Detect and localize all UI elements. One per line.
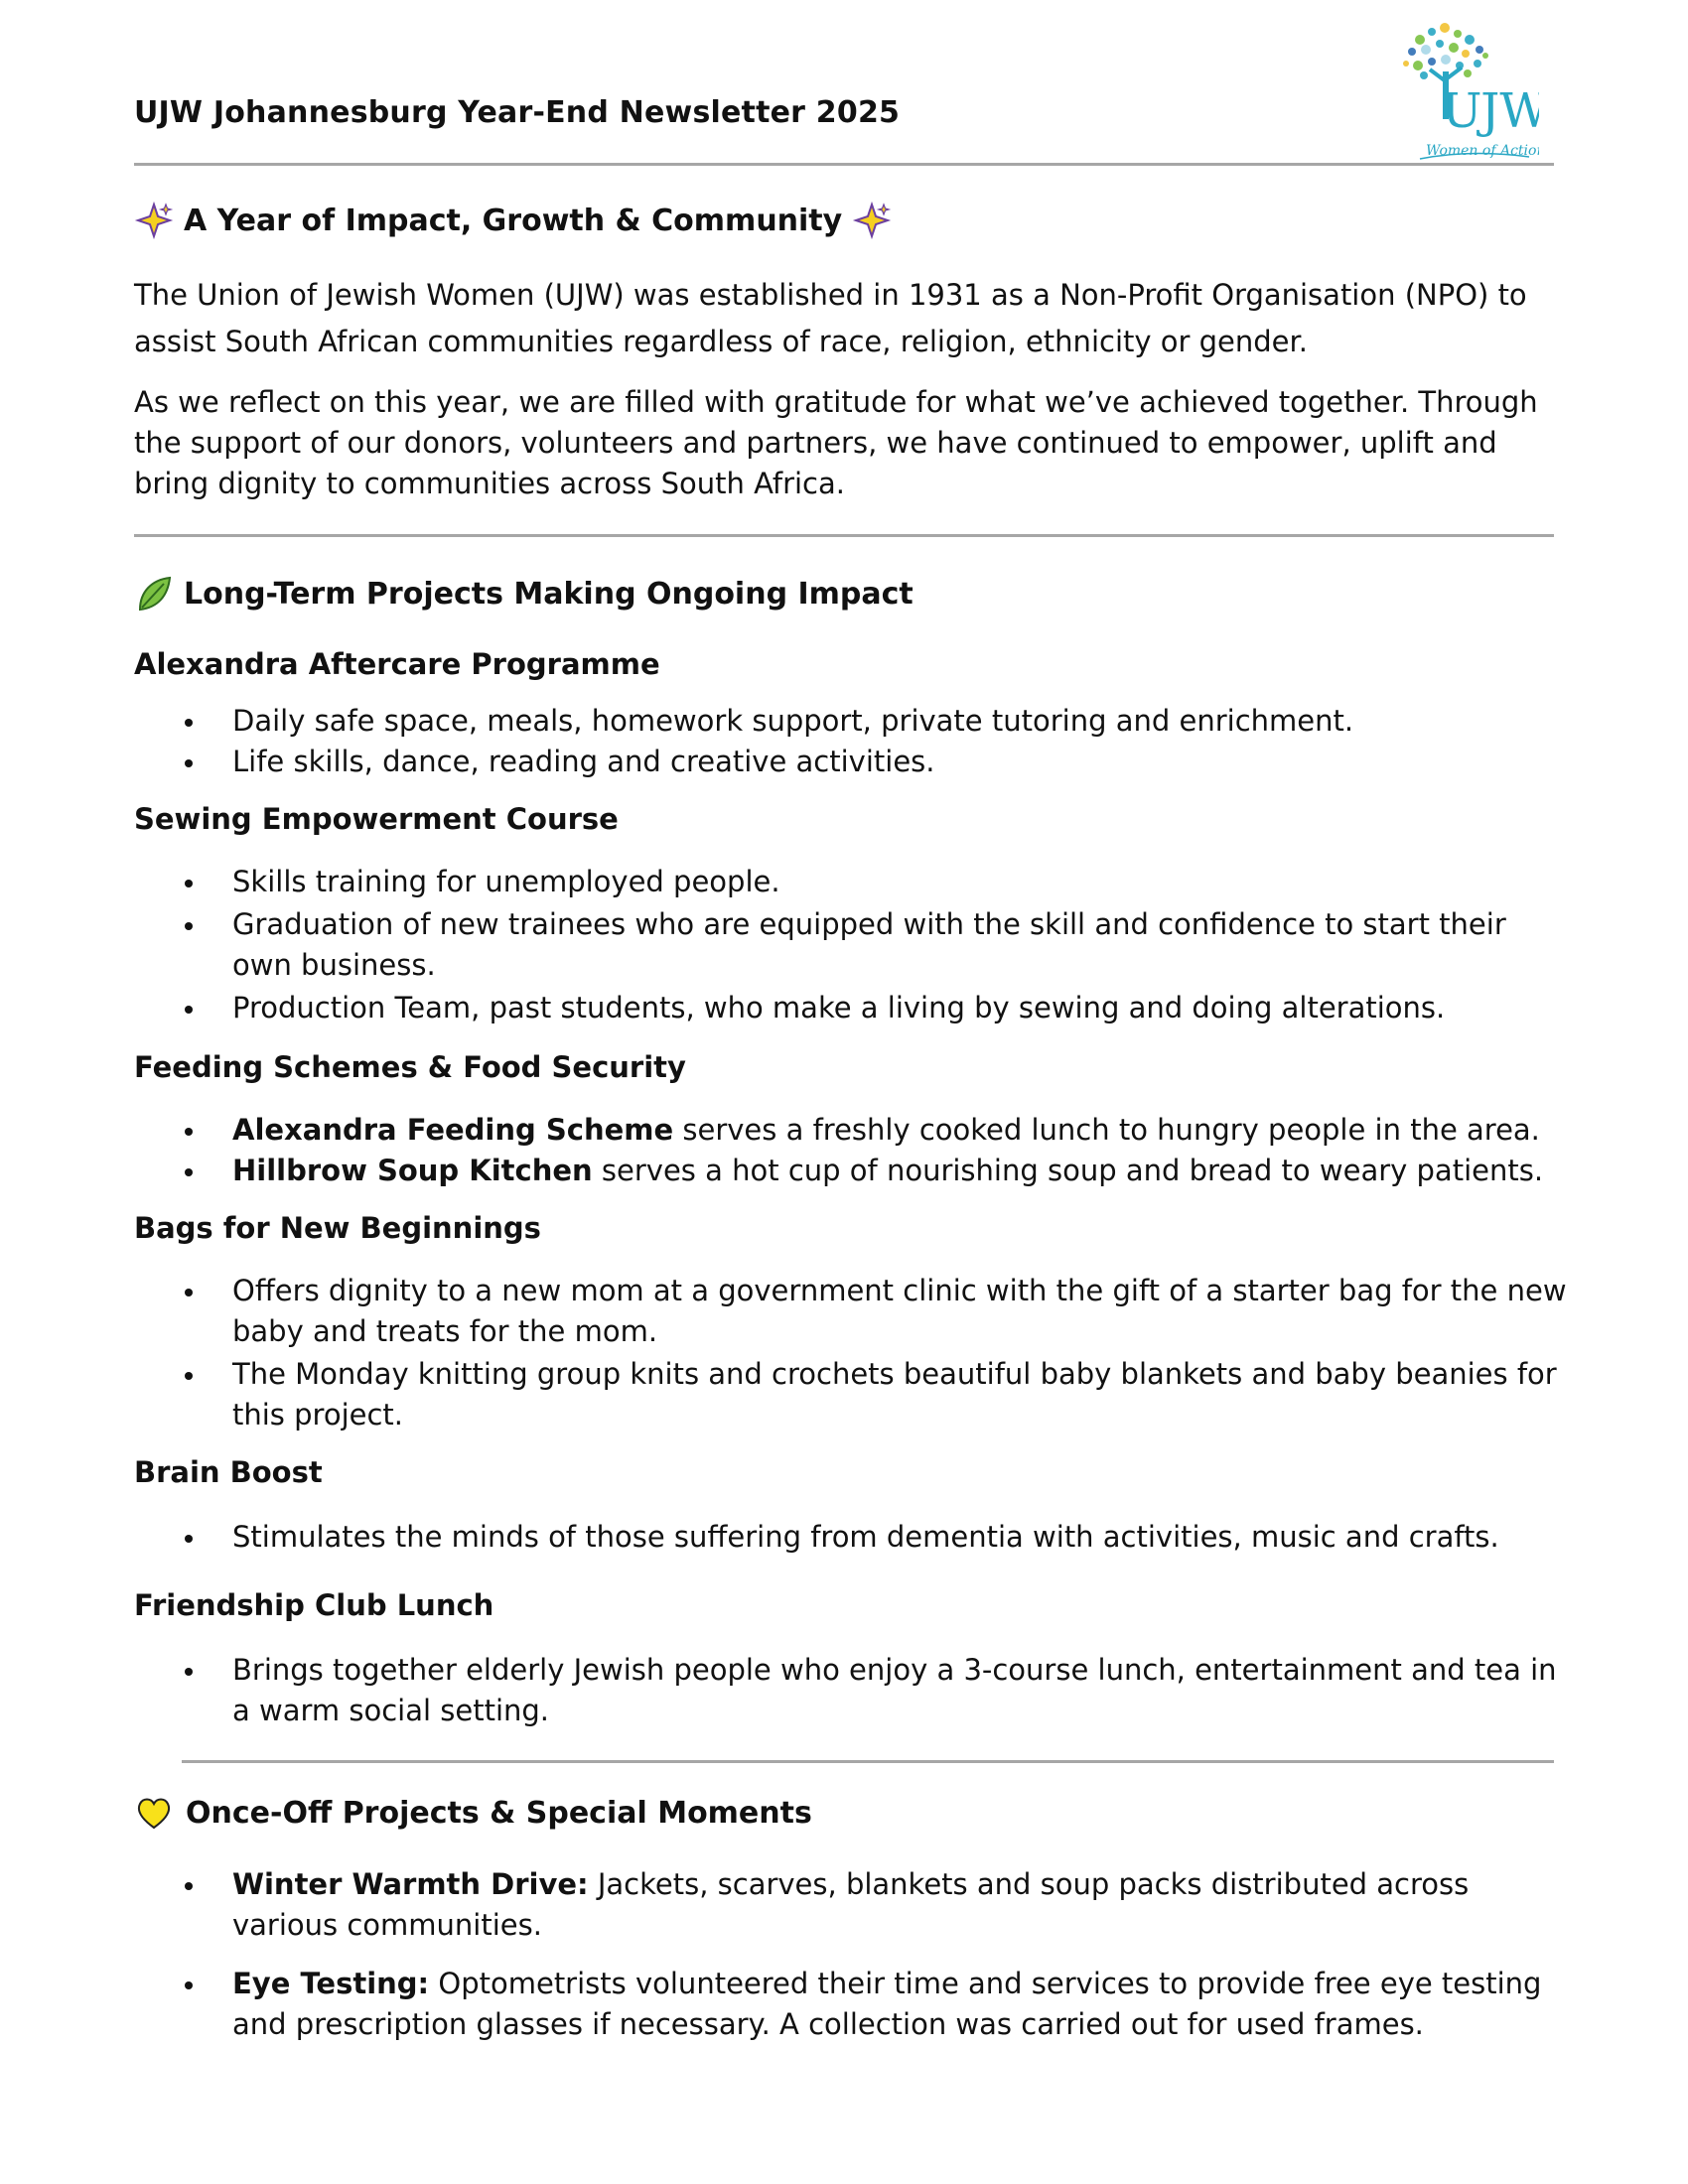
project-bullet-list	[181, 1650, 1571, 1731]
long-term-heading	[134, 574, 914, 614]
list-item: Eye Testing: Optometrists volunteered their time and services to provide free eye testing and prescription glasses if necessary. A collection was carried out for used frames.	[181, 1964, 1571, 2045]
project-title: Brain Boost	[134, 1455, 323, 1489]
project-title: Alexandra Aftercare Programme	[134, 647, 660, 681]
project-bullet-list	[181, 1517, 1571, 1558]
list-item: Skills training for unemployed people.	[181, 862, 1571, 902]
list-item: Daily safe space, meals, homework support, private tutoring and enrichment.	[181, 701, 1571, 742]
project-title: Sewing Empowerment Course	[134, 802, 619, 836]
item-bold-lead: Alexandra Feeding Scheme	[232, 1113, 674, 1147]
section-divider	[134, 534, 1554, 537]
list-item: Graduation of new trainees who are equipped with the skill and confidence to start their own business.	[181, 904, 1571, 986]
sparkles-icon	[134, 201, 174, 240]
item-bold-lead: Eye Testing:	[232, 1967, 430, 2000]
intro-paragraph: The Union of Jewish Women (UJW) was established in 1931 as a Non-Profit Organisation (NPO) to assist South African communities regardless of race, religion, ethnicity or gender.	[134, 278, 1527, 358]
list-item: The Monday knitting group knits and crochets beautiful baby blankets and baby beanies for this project.	[181, 1354, 1571, 1435]
header-divider	[134, 163, 1554, 166]
list-item: Offers dignity to a new mom at a government clinic with the gift of a starter bag for the new baby and treats for the mom.	[181, 1271, 1571, 1352]
once-off-bullet-list	[181, 1864, 1571, 2045]
project-bullet-list	[181, 1271, 1571, 1435]
list-item: Production Team, past students, who make a living by sewing and doing alterations.	[181, 988, 1571, 1028]
sparkles-icon	[852, 201, 892, 240]
project-title: Friendship Club Lunch	[134, 1588, 494, 1622]
intro-heading-text: A Year of Impact, Growth & Community	[184, 203, 843, 238]
list-item: Hillbrow Soup Kitchen serves a hot cup of nourishing soup and bread to weary patients.	[181, 1151, 1571, 1191]
item-bold-lead: Winter Warmth Drive:	[232, 1867, 589, 1901]
item-bold-lead: Hillbrow Soup Kitchen	[232, 1154, 593, 1187]
svg-text:UJW: UJW	[1442, 83, 1539, 139]
project-title: Feeding Schemes & Food Security	[134, 1050, 686, 1084]
yellow-heart-icon	[134, 1793, 174, 1833]
ujw-logo	[1360, 10, 1539, 164]
leaf-icon	[134, 574, 174, 614]
intro-paragraph: As we reflect on this year, we are filled with gratitude for what we’ve achieved together. Through the support of our donors, volunteers and partners, we have continued to empower, uplift and bring dignity to communities across South Africa.	[134, 385, 1538, 500]
list-item: Life skills, dance, reading and creative activities.	[181, 742, 1571, 782]
svg-text:Women of Action: Women of Action	[1426, 143, 1539, 159]
once-off-heading	[134, 1793, 812, 1833]
section-divider	[182, 1760, 1554, 1763]
intro-heading	[134, 201, 892, 240]
list-item: Winter Warmth Drive: Jackets, scarves, blankets and soup packs distributed across various communities.	[181, 1864, 1571, 1946]
list-item: Alexandra Feeding Scheme serves a freshly cooked lunch to hungry people in the area.	[181, 1110, 1571, 1151]
project-bullet-list	[181, 701, 1571, 782]
project-bullet-list	[181, 1110, 1571, 1191]
list-item: Brings together elderly Jewish people who enjoy a 3-course lunch, entertainment and tea in a warm social setting.	[181, 1650, 1571, 1731]
tree-logo-icon	[1360, 10, 1539, 164]
project-bullet-list	[181, 862, 1571, 1028]
long-term-heading-text: Long-Term Projects Making Ongoing Impact	[184, 576, 914, 612]
once-off-heading-text: Once-Off Projects & Special Moments	[186, 1795, 812, 1831]
newsletter-title: UJW Johannesburg Year-End Newsletter 2025	[134, 95, 901, 130]
list-item: Stimulates the minds of those suffering from dementia with activities, music and crafts.	[181, 1517, 1571, 1558]
project-title: Bags for New Beginnings	[134, 1211, 541, 1245]
